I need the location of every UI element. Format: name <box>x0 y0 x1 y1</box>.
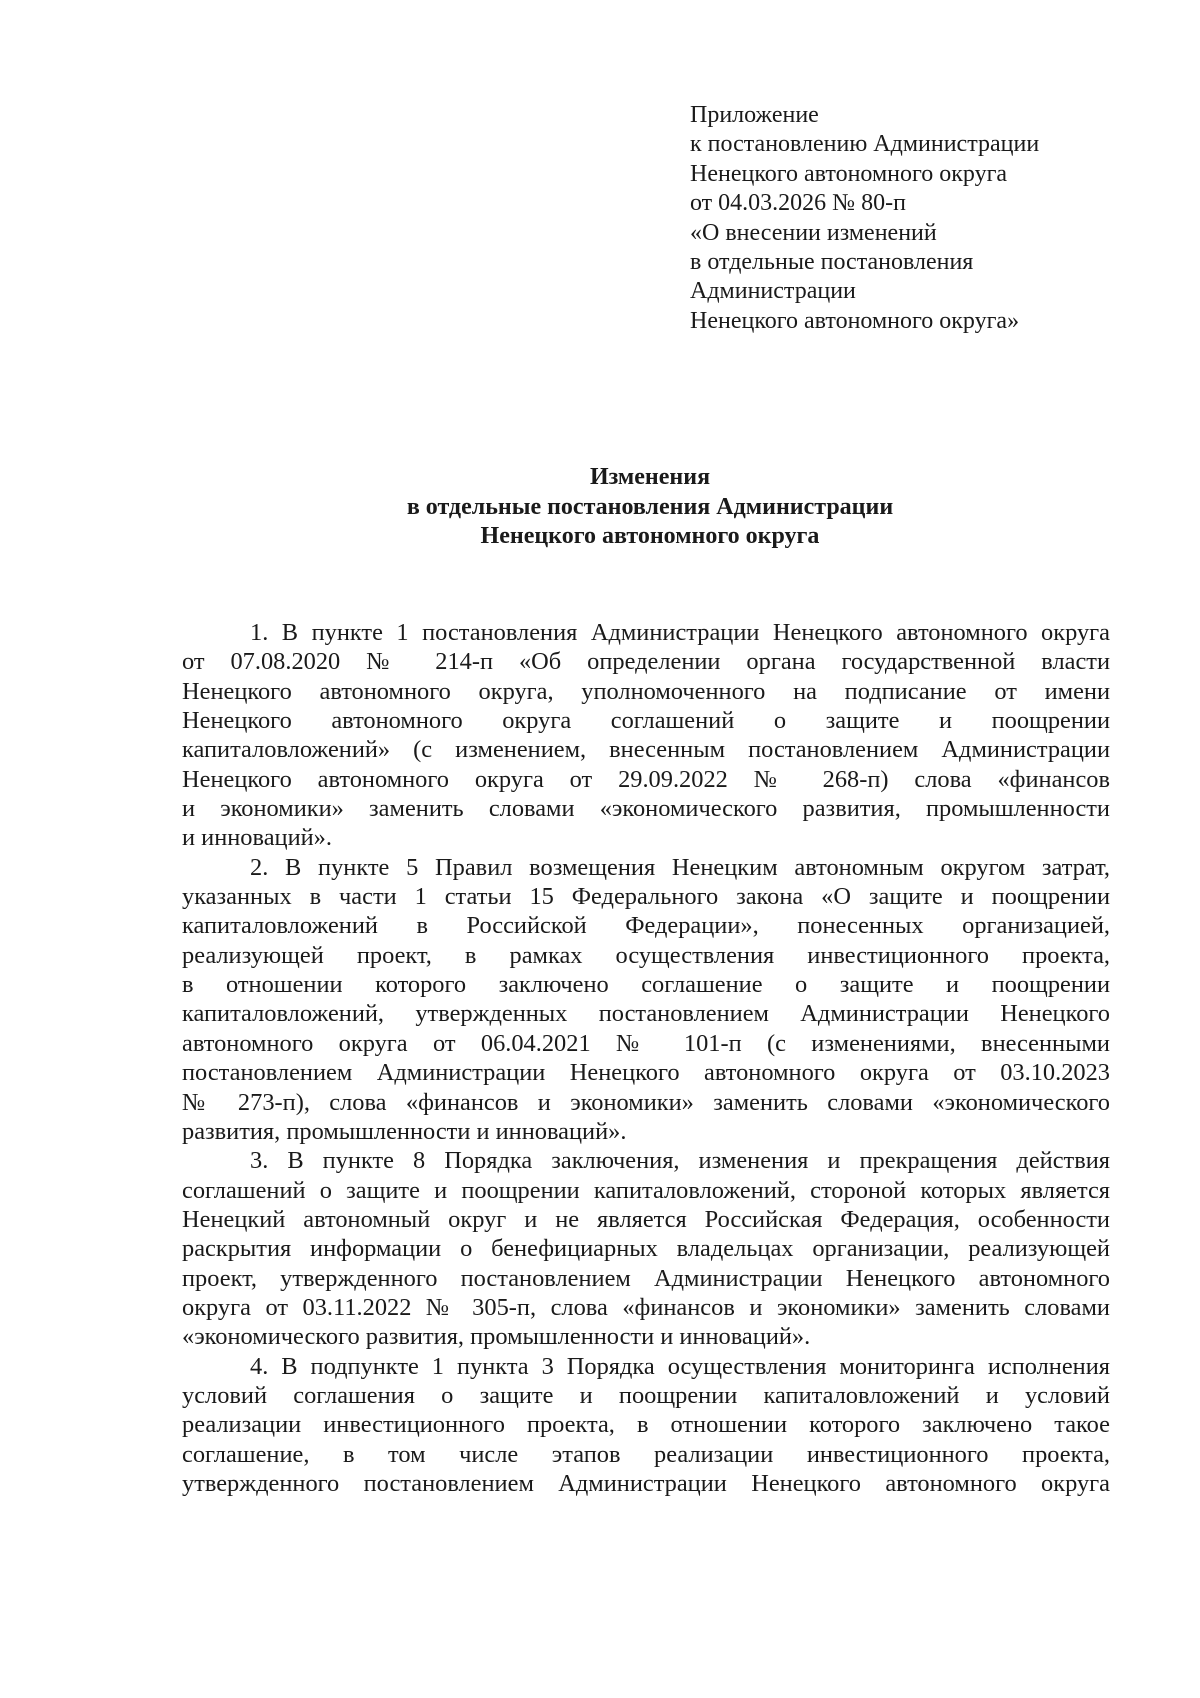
text-line: соглашение, в том числе этапов реализации инвестиционного проекта, <box>182 1440 1110 1468</box>
text-line: 1. В пункте 1 постановления Администрации Ненецкого автономного округа <box>250 619 1110 646</box>
text-line: капиталовложений в Российской Федерации», понесенных организацией, <box>182 912 1110 940</box>
appendix-line: в отдельные постановления <box>690 249 974 276</box>
text-line: реализующей проект, в рамках осуществления инвестиционного проекта, <box>182 941 1110 969</box>
text-line: № 273-п), слова «финансов и экономики» заменить словами «экономического <box>182 1088 1110 1116</box>
text-line: проект, утвержденного постановлением Администрации Ненецкого автономного <box>182 1264 1110 1292</box>
paragraph-3 <box>182 1146 1110 1351</box>
text-line: указанных в части 1 статьи 15 Федерального закона «О защите и поощрении <box>182 883 1110 911</box>
text-line: 4. В подпункте 1 пункта 3 Порядка осуществления мониторинга исполнения <box>250 1352 1110 1380</box>
paragraph-1 <box>182 618 1110 853</box>
appendix-line: Ненецкого автономного округа» <box>690 307 1020 334</box>
text-line: Ненецкий автономный округ и не является Российская Федерация, особенности <box>182 1205 1110 1233</box>
text-line: 3. В пункте 8 Порядка заключения, изменения и прекращения действия <box>250 1147 1110 1175</box>
text-line: капиталовложений» (с изменением, внесенным постановлением Администрации <box>182 736 1110 764</box>
document-title <box>180 463 1120 552</box>
appendix-line: к постановлению Администрации <box>690 131 1040 158</box>
appendix-line: от 04.03.2026 № 80-п <box>690 190 906 217</box>
text-line: соглашений о защите и поощрении капиталовложений, стороной которых является <box>182 1176 1110 1204</box>
text-line: «экономического развития, промышленности и инноваций». <box>182 1323 811 1351</box>
appendix-header <box>690 101 1150 336</box>
text-line: и экономики» заменить словами «экономического развития, промышленности <box>182 795 1110 823</box>
text-line: и инноваций». <box>182 824 332 852</box>
text-line: условий соглашения о защите и поощрении капиталовложений и условий <box>182 1381 1110 1409</box>
text-line: округа от 03.11.2022 № 305-п, слова «финансов и экономики» заменить словами <box>182 1293 1110 1321</box>
title-line: Ненецкого автономного округа <box>480 523 820 549</box>
text-line: реализации инвестиционного проекта, в отношении которого заключено такое <box>182 1411 1110 1439</box>
text-line: Ненецкого автономного округа, уполномоченного на подписание от имени <box>182 677 1110 705</box>
paragraph-2 <box>182 853 1110 1146</box>
text-line: Ненецкого автономного округа от 29.09.2022 № 268-п) слова «финансов <box>182 765 1110 793</box>
text-line: Ненецкого автономного округа соглашений о защите и поощрении <box>182 707 1110 735</box>
text-line: от 07.08.2020 № 214-п «Об определении органа государственной власти <box>182 648 1110 676</box>
document-body <box>182 618 1110 1498</box>
text-line: развития, промышленности и инноваций». <box>182 1117 627 1145</box>
text-line: капиталовложений, утвержденных постановлением Администрации Ненецкого <box>182 1000 1110 1028</box>
text-line: автономного округа от 06.04.2021 № 101-п (с изменениями, внесенными <box>182 1029 1110 1057</box>
appendix-line: Ненецкого автономного округа <box>690 160 1008 187</box>
text-line: утвержденного постановлением Администрации Ненецкого автономного округа <box>182 1469 1110 1497</box>
title-line: Изменения <box>589 464 711 490</box>
appendix-line: «О внесении изменений <box>690 219 937 246</box>
paragraph-4 <box>182 1352 1110 1499</box>
appendix-line: Администрации <box>690 278 856 305</box>
text-line: постановлением Администрации Ненецкого автономного округа от 03.10.2023 <box>182 1059 1110 1087</box>
text-line: в отношении которого заключено соглашение о защите и поощрении <box>182 971 1110 999</box>
title-line: в отдельные постановления Администрации <box>406 493 894 520</box>
appendix-line: Приложение <box>690 102 819 128</box>
text-line: раскрытия информации о бенефициарных владельцах организации, реализующей <box>182 1235 1110 1263</box>
text-line: 2. В пункте 5 Правил возмещения Ненецким автономным округом затрат, <box>250 853 1110 881</box>
